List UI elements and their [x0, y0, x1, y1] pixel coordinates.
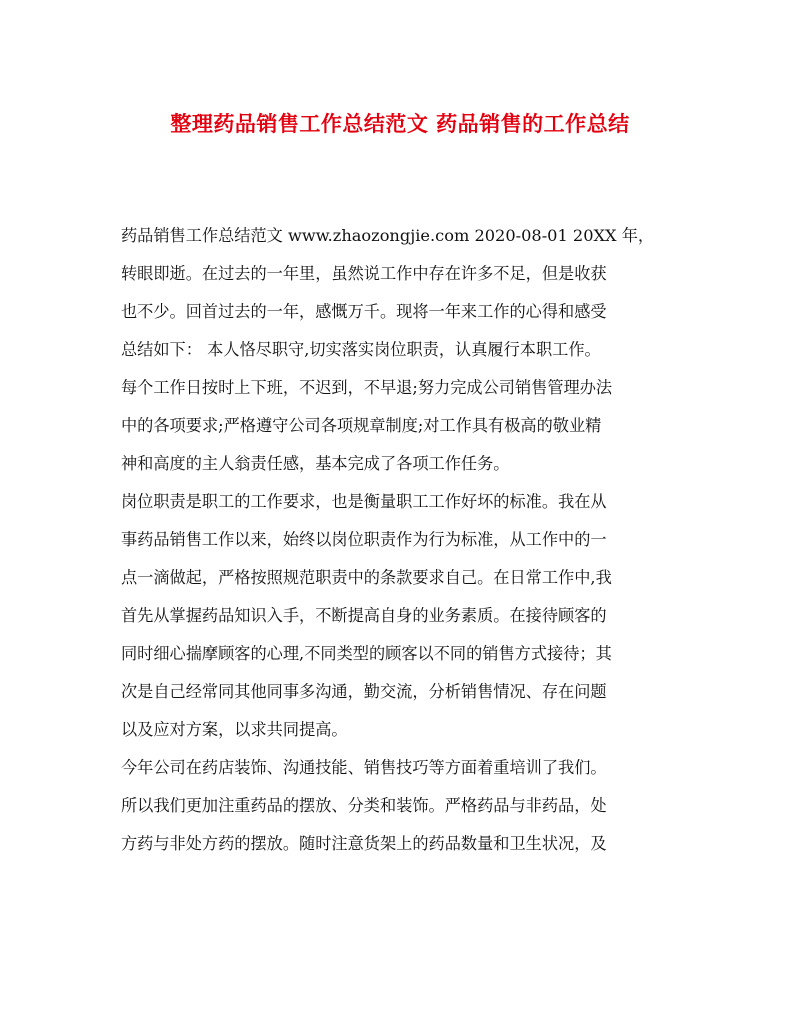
body-line: 转眼即逝。在过去的一年里，虽然说工作中存在许多不足，但是收获 [121, 264, 607, 283]
body-line: 所以我们更加注重药品的摆放、分类和装饰。严格药品与非药品，处 [121, 796, 607, 815]
body-line: 岗位职责是职工的工作要求，也是衡量职工工作好坏的标准。我在从 [121, 492, 607, 511]
document-title: 整理药品销售工作总结范文 药品销售的工作总结 [170, 111, 630, 136]
body-line: 同时细心揣摩顾客的心理,不同类型的顾客以不同的销售方式接待；其 [121, 644, 612, 663]
body-line: 次是自己经常同其他同事多沟通，勤交流，分析销售情况、存在问题 [121, 682, 607, 701]
body-line: 点一滴做起，严格按照规范职责中的条款要求自己。在日常工作中,我 [121, 568, 612, 587]
body-line: 以及应对方案，以求共同提高。 [121, 720, 348, 739]
document-body [121, 226, 681, 872]
body-line: 中的各项要求;严格遵守公司各项规章制度;对工作具有极高的敬业精 [121, 416, 602, 435]
body-line: 每个工作日按时上下班，不迟到，不早退;努力完成公司销售管理办法 [121, 378, 613, 397]
body-line: 神和高度的主人翁责任感，基本完成了各项工作任务。 [121, 454, 510, 473]
body-line: 药品销售工作总结范文 www.zhaozongjie.com 2020-08-01 20XX 年， [121, 226, 655, 245]
body-line: 方药与非处方药的摆放。随时注意货架上的药品数量和卫生状况，及 [121, 834, 607, 853]
body-line: 事药品销售工作以来，始终以岗位职责作为行为标准，从工作中的一 [121, 530, 607, 549]
body-line: 首先从掌握药品知识入手，不断提高自身的业务素质。在接待顾客的 [121, 606, 607, 625]
body-line: 总结如下： 本人恪尽职守,切实落实岗位职责，认真履行本职工作。 [121, 340, 601, 359]
body-line: 也不少。回首过去的一年，感慨万千。现将一年来工作的心得和感受 [121, 302, 607, 321]
body-line: 今年公司在药店装饰、沟通技能、销售技巧等方面着重培训了我们。 [121, 758, 607, 777]
